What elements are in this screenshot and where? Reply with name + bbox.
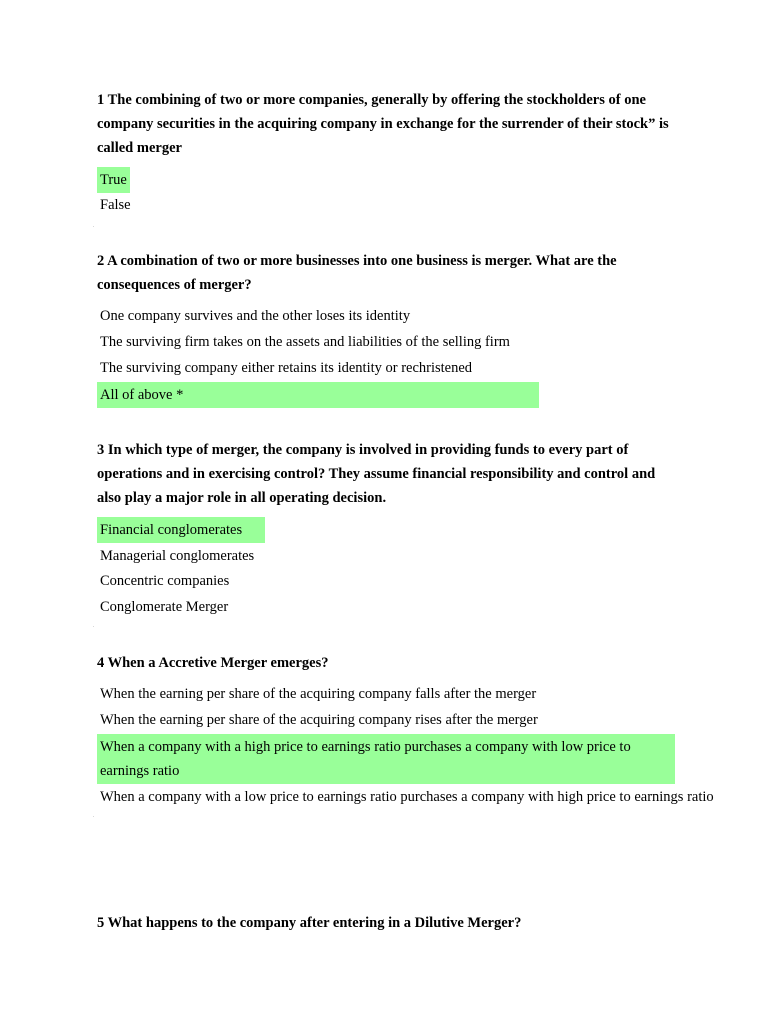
separator-dot (93, 226, 94, 227)
question-3-text: 3 In which type of merger, the company is involved in providing funds to every part of operations and in exercising control? They assume financial responsibility and control and also play a major role in all operating decision. (97, 442, 656, 506)
question-1-option-2: False (100, 197, 131, 213)
question-3-option-2: Managerial conglomerates (100, 548, 255, 564)
question-1-text: 1 The combining of two or more companies, generally by offering the stockholders of one company securities in the acquiring company in exchange for the surrender of their stock” is called merger (97, 92, 669, 156)
separator-dot (93, 816, 94, 817)
question-3-option-1-correct: Financial conglomerates (97, 517, 265, 543)
separator-dot (93, 626, 94, 627)
question-3-option-3: Concentric companies (100, 573, 230, 589)
question-2-text: 2 A combination of two or more businesses into one business is merger. What are the consequences of merger? (97, 253, 617, 293)
question-2-option-3: The surviving company either retains its identity or rechristened (100, 360, 473, 376)
question-1-option-1-correct: True (97, 167, 130, 193)
question-4-text: 4 When a Accretive Merger emerges? (97, 655, 329, 671)
question-3-option-4: Conglomerate Merger (100, 599, 229, 615)
question-4-option-3-correct: When a company with a high price to earnings ratio purchases a company with low price to earnings ratio (97, 734, 675, 784)
question-2-option-1: One company survives and the other loses its identity (100, 308, 411, 324)
question-4-option-4: When a company with a low price to earnings ratio purchases a company with high price to earnings ratio (100, 789, 714, 805)
question-4-option-1: When the earning per share of the acquiring company falls after the merger (100, 686, 537, 702)
question-4-option-2: When the earning per share of the acquiring company rises after the merger (100, 712, 538, 728)
question-5-text: 5 What happens to the company after entering in a Dilutive Merger? (97, 915, 522, 931)
question-2-option-2: The surviving firm takes on the assets and liabilities of the selling firm (100, 334, 510, 350)
question-2-option-4-correct: All of above * (97, 382, 539, 408)
